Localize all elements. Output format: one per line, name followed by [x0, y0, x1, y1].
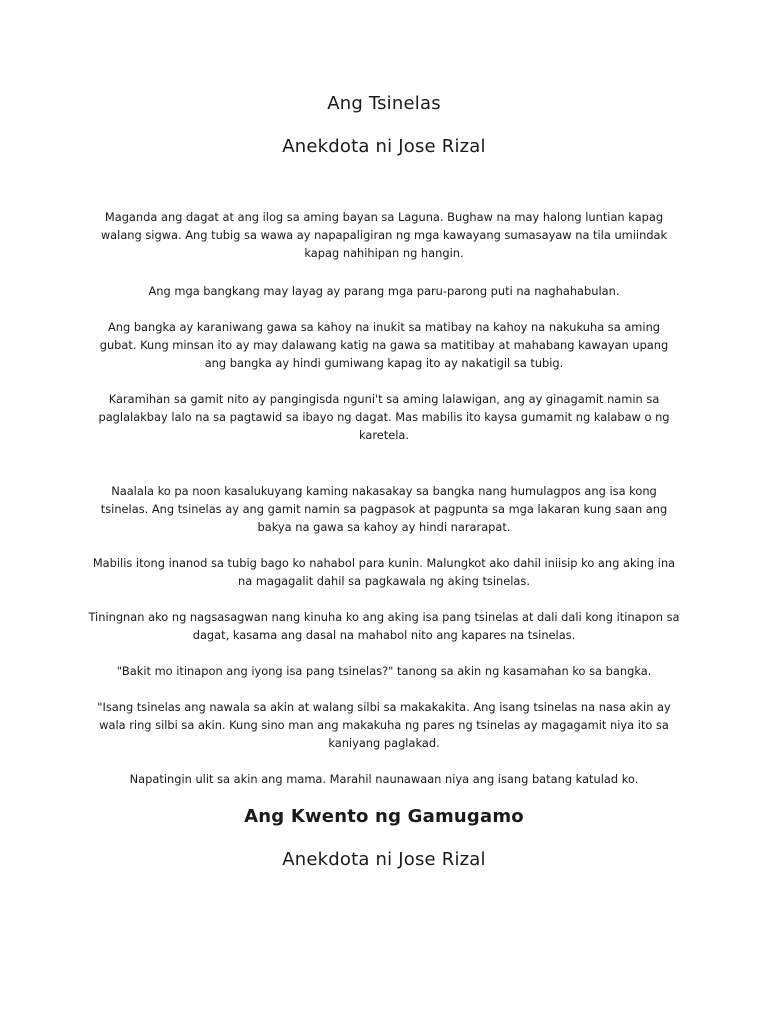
- paragraph: "Isang tsinelas ang nawala sa akin at walang silbi sa makakakita. Ang isang tsinelas na nasa akin ay wala ring silbi sa akin. Kung sino man ang makakuha ng pares ng tsinelas ay magagamit niya ito sa kaniyang paglakad.: [97, 700, 671, 750]
- paragraph: Maganda ang dagat at ang ilog sa aming bayan sa Laguna. Bughaw na may halong luntian kapag walang sigwa. Ang tubig sa wawa ay napapaligiran ng mga kawayang sumasayaw na tila umiindak kapag nahihipan ng hangin.: [100, 210, 668, 260]
- story-subtitle: Anekdota ni Jose Rizal: [282, 136, 486, 157]
- paragraph: Ang bangka ay karaniwang gawa sa kahoy na inukit sa matibay na kahoy na nakukuha sa aming gubat. Kung minsan ito ay may dalawang katig na gawa sa matitibay at mahabang kawayan upang ang bangka ay hindi gumiwang kapag ito ay nakatigil sa tubig.: [99, 320, 669, 370]
- story-title: Ang Kwento ng Gamugamo: [244, 806, 524, 827]
- story-subtitle: Anekdota ni Jose Rizal: [282, 849, 486, 870]
- paragraph: Ang mga bangkang may layag ay parang mga paru-parong puti na naghahabulan.: [148, 284, 620, 298]
- paragraph: Mabilis itong inanod sa tubig bago ko nahabol para kunin. Malungkot ako dahil iniisip ko ang aking ina na magagalit dahil sa pagkawala ng aking tsinelas.: [92, 556, 676, 588]
- paragraph: Naalala ko pa noon kasalukuyang kaming nakasakay sa bangka nang humulagpos ang isa kong tsinelas. Ang tsinelas ay ang gamit namin sa pagpasok at pagpunta sa mga lakaran kung saan ang bakya na gawa sa kahoy ay hindi nararapat.: [100, 484, 668, 534]
- paragraph: "Bakit mo itinapon ang iyong isa pang tsinelas?" tanong sa akin ng kasamahan ko sa bangka.: [116, 664, 652, 678]
- story-title: Ang Tsinelas: [327, 93, 441, 114]
- paragraph: Napatingin ulit sa akin ang mama. Marahil naunawaan niya ang isang batang katulad ko.: [129, 772, 639, 786]
- paragraph: Karamihan sa gamit nito ay pangingisda nguni't sa aming lalawigan, ang ay ginagamit namin sa paglalakbay lalo na sa pagtawid sa ibayo ng dagat. Mas mabilis ito kaysa gumamit ng kalabaw o ng karetela.: [98, 392, 670, 442]
- paragraph: Tiningnan ako ng nagsasagwan nang kinuha ko ang aking isa pang tsinelas at dali dali kong itinapon sa dagat, kasama ang dasal na mahabol nito ang kapares na tsinelas.: [88, 610, 680, 642]
- document-page: [88, 0, 680, 1024]
